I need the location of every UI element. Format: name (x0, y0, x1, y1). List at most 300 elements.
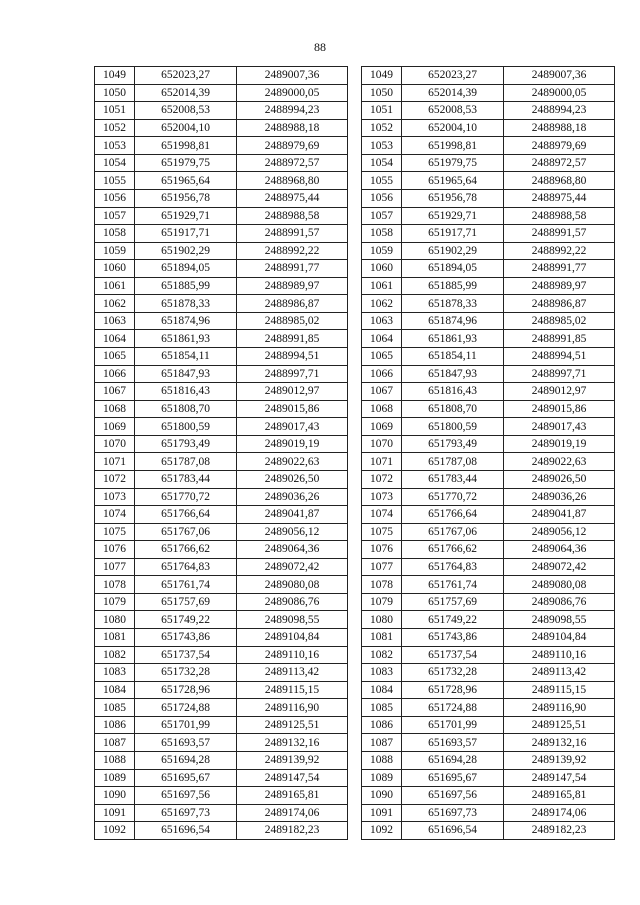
x-coordinate-cell: 652004,10 (402, 119, 504, 137)
x-coordinate-cell: 651965,64 (135, 172, 237, 190)
point-number-cell: 1061 (362, 277, 402, 295)
x-coordinate-cell: 651696,54 (135, 822, 237, 840)
x-coordinate-cell: 652008,53 (135, 102, 237, 120)
y-coordinate-cell: 2488972,57 (504, 154, 615, 172)
y-coordinate-cell: 2488994,51 (504, 348, 615, 366)
page-number: 88 (314, 40, 326, 54)
x-coordinate-cell: 651894,05 (402, 260, 504, 278)
point-number-cell: 1066 (95, 365, 135, 383)
y-coordinate-cell: 2488989,97 (237, 277, 348, 295)
table-row (362, 260, 615, 278)
y-coordinate-cell: 2489110,16 (504, 646, 615, 664)
point-number-cell: 1049 (362, 67, 402, 85)
y-coordinate-cell: 2489147,54 (237, 769, 348, 787)
point-number-cell: 1052 (362, 119, 402, 137)
table-row (362, 242, 615, 260)
table-row (95, 84, 348, 102)
table-row (95, 189, 348, 207)
y-coordinate-cell: 2489098,55 (504, 611, 615, 629)
x-coordinate-cell: 651697,73 (135, 804, 237, 822)
x-coordinate-cell: 651701,99 (135, 716, 237, 734)
y-coordinate-cell: 2489165,81 (504, 787, 615, 805)
table-row (362, 646, 615, 664)
x-coordinate-cell: 651885,99 (402, 277, 504, 295)
point-number-cell: 1062 (362, 295, 402, 313)
point-number-cell: 1071 (95, 453, 135, 471)
point-number-cell: 1083 (95, 664, 135, 682)
point-number-cell: 1076 (362, 541, 402, 559)
point-number-cell: 1092 (95, 822, 135, 840)
x-coordinate-cell: 651854,11 (402, 348, 504, 366)
y-coordinate-cell: 2489026,50 (237, 470, 348, 488)
table-row (95, 488, 348, 506)
table-row (362, 330, 615, 348)
table-row (362, 365, 615, 383)
point-number-cell: 1072 (95, 470, 135, 488)
x-coordinate-cell: 651787,08 (135, 453, 237, 471)
y-coordinate-cell: 2489007,36 (237, 67, 348, 85)
y-coordinate-cell: 2488997,71 (237, 365, 348, 383)
table-row (95, 137, 348, 155)
point-number-cell: 1091 (362, 804, 402, 822)
point-number-cell: 1068 (95, 400, 135, 418)
table-row (362, 822, 615, 840)
table-row (362, 558, 615, 576)
y-coordinate-cell: 2489086,76 (504, 593, 615, 611)
x-coordinate-cell: 651956,78 (402, 189, 504, 207)
table-row (95, 699, 348, 717)
point-number-cell: 1082 (95, 646, 135, 664)
x-coordinate-cell: 652004,10 (135, 119, 237, 137)
point-number-cell: 1089 (362, 769, 402, 787)
table-row (95, 681, 348, 699)
table-row (362, 84, 615, 102)
x-coordinate-cell: 651732,28 (135, 664, 237, 682)
point-number-cell: 1091 (95, 804, 135, 822)
table-row (95, 664, 348, 682)
table-row (362, 277, 615, 295)
table-row (95, 629, 348, 647)
table-row (362, 172, 615, 190)
x-coordinate-cell: 651956,78 (135, 189, 237, 207)
point-number-cell: 1073 (362, 488, 402, 506)
table-row (362, 506, 615, 524)
table-row (362, 453, 615, 471)
point-number-cell: 1068 (362, 400, 402, 418)
point-number-cell: 1060 (362, 260, 402, 278)
table-row (95, 751, 348, 769)
x-coordinate-cell: 651998,81 (402, 137, 504, 155)
x-coordinate-cell: 652014,39 (402, 84, 504, 102)
point-number-cell: 1057 (362, 207, 402, 225)
point-number-cell: 1063 (362, 312, 402, 330)
y-coordinate-cell: 2488991,85 (504, 330, 615, 348)
y-coordinate-cell: 2489125,51 (504, 716, 615, 734)
x-coordinate-cell: 651724,88 (402, 699, 504, 717)
point-number-cell: 1071 (362, 453, 402, 471)
y-coordinate-cell: 2488997,71 (504, 365, 615, 383)
point-number-cell: 1086 (362, 716, 402, 734)
y-coordinate-cell: 2488988,58 (504, 207, 615, 225)
x-coordinate-cell: 651761,74 (402, 576, 504, 594)
x-coordinate-cell: 651764,83 (402, 558, 504, 576)
y-coordinate-cell: 2489017,43 (504, 418, 615, 436)
point-number-cell: 1083 (362, 664, 402, 682)
y-coordinate-cell: 2488985,02 (504, 312, 615, 330)
x-coordinate-cell: 651757,69 (402, 593, 504, 611)
x-coordinate-cell: 651902,29 (135, 242, 237, 260)
y-coordinate-cell: 2488991,57 (237, 225, 348, 243)
table-row (362, 119, 615, 137)
x-coordinate-cell: 651885,99 (135, 277, 237, 295)
table-row (362, 67, 615, 85)
point-number-cell: 1077 (362, 558, 402, 576)
y-coordinate-cell: 2488991,77 (237, 260, 348, 278)
x-coordinate-cell: 652023,27 (402, 67, 504, 85)
table-row (362, 664, 615, 682)
x-coordinate-cell: 651693,57 (135, 734, 237, 752)
table-row (362, 383, 615, 401)
table-row (95, 734, 348, 752)
point-number-cell: 1090 (362, 787, 402, 805)
x-coordinate-cell: 651929,71 (135, 207, 237, 225)
y-coordinate-cell: 2488979,69 (237, 137, 348, 155)
y-coordinate-cell: 2489115,15 (237, 681, 348, 699)
y-coordinate-cell: 2489086,76 (237, 593, 348, 611)
y-coordinate-cell: 2489072,42 (504, 558, 615, 576)
y-coordinate-cell: 2489015,86 (504, 400, 615, 418)
table-row (95, 312, 348, 330)
y-coordinate-cell: 2488994,23 (504, 102, 615, 120)
point-number-cell: 1054 (95, 154, 135, 172)
x-coordinate-cell: 651767,06 (402, 523, 504, 541)
point-number-cell: 1079 (362, 593, 402, 611)
point-number-cell: 1063 (95, 312, 135, 330)
table-row (362, 629, 615, 647)
point-number-cell: 1053 (362, 137, 402, 155)
y-coordinate-cell: 2489104,84 (237, 629, 348, 647)
point-number-cell: 1050 (362, 84, 402, 102)
y-coordinate-cell: 2488991,57 (504, 225, 615, 243)
y-coordinate-cell: 2489019,19 (237, 435, 348, 453)
table-row (362, 225, 615, 243)
y-coordinate-cell: 2489056,12 (504, 523, 615, 541)
y-coordinate-cell: 2488968,80 (504, 172, 615, 190)
y-coordinate-cell: 2489098,55 (237, 611, 348, 629)
point-number-cell: 1092 (362, 822, 402, 840)
point-number-cell: 1085 (95, 699, 135, 717)
x-coordinate-cell: 651783,44 (402, 470, 504, 488)
y-coordinate-cell: 2489072,42 (237, 558, 348, 576)
x-coordinate-cell: 651766,62 (135, 541, 237, 559)
point-number-cell: 1087 (362, 734, 402, 752)
x-coordinate-cell: 651764,83 (135, 558, 237, 576)
y-coordinate-cell: 2488992,22 (504, 242, 615, 260)
y-coordinate-cell: 2489036,26 (237, 488, 348, 506)
point-number-cell: 1061 (95, 277, 135, 295)
x-coordinate-cell: 651701,99 (402, 716, 504, 734)
point-number-cell: 1058 (362, 225, 402, 243)
point-number-cell: 1076 (95, 541, 135, 559)
x-coordinate-cell: 651749,22 (135, 611, 237, 629)
coordinates-table-right (361, 66, 615, 840)
point-number-cell: 1070 (95, 435, 135, 453)
point-number-cell: 1050 (95, 84, 135, 102)
point-number-cell: 1052 (95, 119, 135, 137)
x-coordinate-cell: 651808,70 (135, 400, 237, 418)
point-number-cell: 1051 (95, 102, 135, 120)
x-coordinate-cell: 651874,96 (402, 312, 504, 330)
point-number-cell: 1069 (362, 418, 402, 436)
x-coordinate-cell: 651793,49 (402, 435, 504, 453)
x-coordinate-cell: 651793,49 (135, 435, 237, 453)
point-number-cell: 1051 (362, 102, 402, 120)
point-number-cell: 1079 (95, 593, 135, 611)
x-coordinate-cell: 651800,59 (402, 418, 504, 436)
point-number-cell: 1070 (362, 435, 402, 453)
table-row (362, 312, 615, 330)
table-row (362, 787, 615, 805)
table-row (362, 400, 615, 418)
y-coordinate-cell: 2489182,23 (237, 822, 348, 840)
table-row (95, 453, 348, 471)
x-coordinate-cell: 651965,64 (402, 172, 504, 190)
table-row (362, 716, 615, 734)
point-number-cell: 1057 (95, 207, 135, 225)
x-coordinate-cell: 651770,72 (135, 488, 237, 506)
y-coordinate-cell: 2489116,90 (237, 699, 348, 717)
table-row (95, 348, 348, 366)
x-coordinate-cell: 651694,28 (135, 751, 237, 769)
y-coordinate-cell: 2489064,36 (504, 541, 615, 559)
point-number-cell: 1074 (362, 506, 402, 524)
x-coordinate-cell: 651757,69 (135, 593, 237, 611)
y-coordinate-cell: 2488979,69 (504, 137, 615, 155)
x-coordinate-cell: 651874,96 (135, 312, 237, 330)
x-coordinate-cell: 651743,86 (402, 629, 504, 647)
x-coordinate-cell: 652014,39 (135, 84, 237, 102)
table-row (362, 102, 615, 120)
table-row (362, 804, 615, 822)
table-row (95, 400, 348, 418)
x-coordinate-cell: 652008,53 (402, 102, 504, 120)
point-number-cell: 1056 (362, 189, 402, 207)
x-coordinate-cell: 651917,71 (135, 225, 237, 243)
table-row (362, 418, 615, 436)
y-coordinate-cell: 2488986,87 (237, 295, 348, 313)
table-row (362, 699, 615, 717)
table-row (95, 172, 348, 190)
table-row (362, 523, 615, 541)
table-row (362, 681, 615, 699)
y-coordinate-cell: 2489174,06 (504, 804, 615, 822)
y-coordinate-cell: 2489080,08 (237, 576, 348, 594)
table-row (362, 189, 615, 207)
y-coordinate-cell: 2488988,18 (504, 119, 615, 137)
y-coordinate-cell: 2488968,80 (237, 172, 348, 190)
point-number-cell: 1073 (95, 488, 135, 506)
y-coordinate-cell: 2489026,50 (504, 470, 615, 488)
table-row (95, 154, 348, 172)
table-row (95, 67, 348, 85)
table-row (95, 506, 348, 524)
x-coordinate-cell: 651761,74 (135, 576, 237, 594)
table-row (362, 470, 615, 488)
x-coordinate-cell: 651902,29 (402, 242, 504, 260)
y-coordinate-cell: 2489182,23 (504, 822, 615, 840)
y-coordinate-cell: 2489000,05 (504, 84, 615, 102)
point-number-cell: 1077 (95, 558, 135, 576)
x-coordinate-cell: 651732,28 (402, 664, 504, 682)
x-coordinate-cell: 651737,54 (402, 646, 504, 664)
table-row (95, 769, 348, 787)
table-row (362, 541, 615, 559)
table-row (95, 716, 348, 734)
y-coordinate-cell: 2489139,92 (237, 751, 348, 769)
x-coordinate-cell: 651697,56 (402, 787, 504, 805)
point-number-cell: 1075 (362, 523, 402, 541)
x-coordinate-cell: 651854,11 (135, 348, 237, 366)
y-coordinate-cell: 2488985,02 (237, 312, 348, 330)
y-coordinate-cell: 2489019,19 (504, 435, 615, 453)
y-coordinate-cell: 2489012,97 (504, 383, 615, 401)
y-coordinate-cell: 2489036,26 (504, 488, 615, 506)
point-number-cell: 1054 (362, 154, 402, 172)
table-row (95, 558, 348, 576)
point-number-cell: 1066 (362, 365, 402, 383)
table-row (95, 260, 348, 278)
point-number-cell: 1064 (95, 330, 135, 348)
x-coordinate-cell: 651724,88 (135, 699, 237, 717)
point-number-cell: 1062 (95, 295, 135, 313)
y-coordinate-cell: 2489113,42 (504, 664, 615, 682)
x-coordinate-cell: 651728,96 (402, 681, 504, 699)
table-row (95, 646, 348, 664)
x-coordinate-cell: 651743,86 (135, 629, 237, 647)
y-coordinate-cell: 2488991,77 (504, 260, 615, 278)
x-coordinate-cell: 651878,33 (135, 295, 237, 313)
table-row (362, 435, 615, 453)
table-row (95, 383, 348, 401)
y-coordinate-cell: 2489022,63 (504, 453, 615, 471)
y-coordinate-cell: 2488975,44 (237, 189, 348, 207)
table-row (95, 365, 348, 383)
point-number-cell: 1088 (362, 751, 402, 769)
y-coordinate-cell: 2489041,87 (504, 506, 615, 524)
table-row (95, 295, 348, 313)
table-row (95, 242, 348, 260)
x-coordinate-cell: 651695,67 (402, 769, 504, 787)
y-coordinate-cell: 2489041,87 (237, 506, 348, 524)
point-number-cell: 1049 (95, 67, 135, 85)
point-number-cell: 1055 (362, 172, 402, 190)
x-coordinate-cell: 651816,43 (402, 383, 504, 401)
table-row (95, 330, 348, 348)
x-coordinate-cell: 651861,93 (402, 330, 504, 348)
table-row (95, 593, 348, 611)
table-row (95, 523, 348, 541)
table-row (95, 418, 348, 436)
table-row (95, 207, 348, 225)
table-row (362, 207, 615, 225)
point-number-cell: 1084 (95, 681, 135, 699)
x-coordinate-cell: 651861,93 (135, 330, 237, 348)
x-coordinate-cell: 651998,81 (135, 137, 237, 155)
y-coordinate-cell: 2489165,81 (237, 787, 348, 805)
table-row (362, 488, 615, 506)
table-row (362, 751, 615, 769)
point-number-cell: 1072 (362, 470, 402, 488)
x-coordinate-cell: 651816,43 (135, 383, 237, 401)
table-row (362, 611, 615, 629)
y-coordinate-cell: 2488994,51 (237, 348, 348, 366)
x-coordinate-cell: 651979,75 (135, 154, 237, 172)
y-coordinate-cell: 2488991,85 (237, 330, 348, 348)
y-coordinate-cell: 2489113,42 (237, 664, 348, 682)
x-coordinate-cell: 651917,71 (402, 225, 504, 243)
x-coordinate-cell: 651766,64 (135, 506, 237, 524)
table-row (95, 225, 348, 243)
point-number-cell: 1081 (95, 629, 135, 647)
table-row (362, 576, 615, 594)
x-coordinate-cell: 651979,75 (402, 154, 504, 172)
y-coordinate-cell: 2489116,90 (504, 699, 615, 717)
point-number-cell: 1059 (95, 242, 135, 260)
point-number-cell: 1089 (95, 769, 135, 787)
y-coordinate-cell: 2488986,87 (504, 295, 615, 313)
x-coordinate-cell: 651693,57 (402, 734, 504, 752)
x-coordinate-cell: 651770,72 (402, 488, 504, 506)
x-coordinate-cell: 651749,22 (402, 611, 504, 629)
point-number-cell: 1064 (362, 330, 402, 348)
x-coordinate-cell: 651697,73 (402, 804, 504, 822)
x-coordinate-cell: 652023,27 (135, 67, 237, 85)
x-coordinate-cell: 651694,28 (402, 751, 504, 769)
x-coordinate-cell: 651894,05 (135, 260, 237, 278)
x-coordinate-cell: 651847,93 (402, 365, 504, 383)
x-coordinate-cell: 651737,54 (135, 646, 237, 664)
x-coordinate-cell: 651766,62 (402, 541, 504, 559)
x-coordinate-cell: 651929,71 (402, 207, 504, 225)
table-row (95, 611, 348, 629)
table-row (362, 769, 615, 787)
x-coordinate-cell: 651783,44 (135, 470, 237, 488)
x-coordinate-cell: 651808,70 (402, 400, 504, 418)
x-coordinate-cell: 651697,56 (135, 787, 237, 805)
x-coordinate-cell: 651847,93 (135, 365, 237, 383)
x-coordinate-cell: 651787,08 (402, 453, 504, 471)
y-coordinate-cell: 2489115,15 (504, 681, 615, 699)
point-number-cell: 1058 (95, 225, 135, 243)
table-row (95, 435, 348, 453)
y-coordinate-cell: 2489012,97 (237, 383, 348, 401)
point-number-cell: 1086 (95, 716, 135, 734)
table-row (95, 576, 348, 594)
table-row (362, 137, 615, 155)
y-coordinate-cell: 2488988,58 (237, 207, 348, 225)
point-number-cell: 1088 (95, 751, 135, 769)
point-number-cell: 1090 (95, 787, 135, 805)
coordinates-table-left (94, 66, 348, 840)
point-number-cell: 1065 (95, 348, 135, 366)
table-row (95, 277, 348, 295)
y-coordinate-cell: 2488992,22 (237, 242, 348, 260)
table-row (362, 154, 615, 172)
y-coordinate-cell: 2489139,92 (504, 751, 615, 769)
y-coordinate-cell: 2489007,36 (504, 67, 615, 85)
y-coordinate-cell: 2488975,44 (504, 189, 615, 207)
table-row (95, 787, 348, 805)
